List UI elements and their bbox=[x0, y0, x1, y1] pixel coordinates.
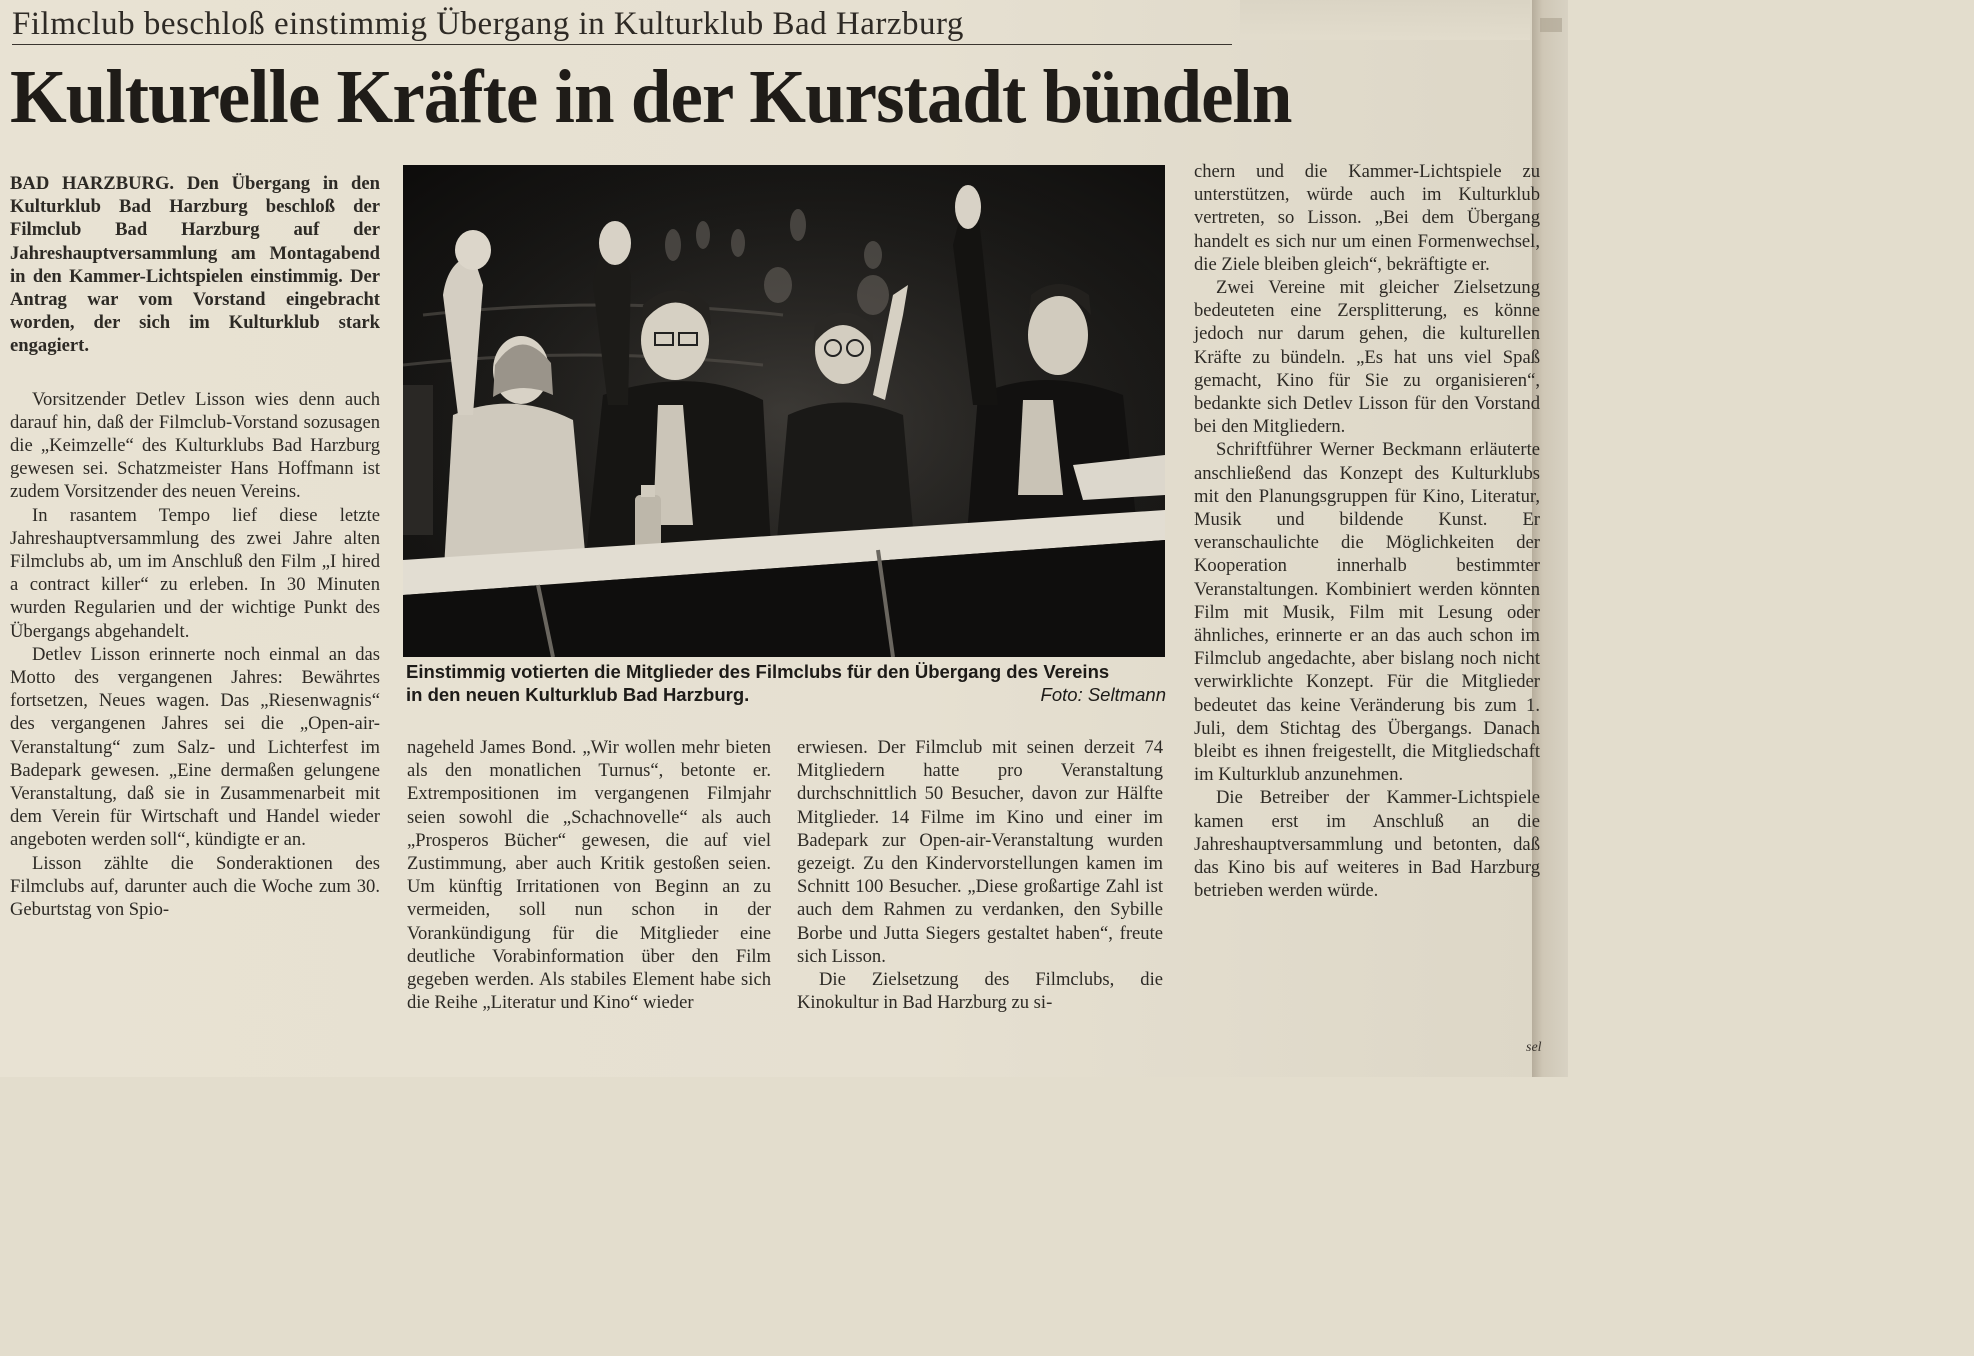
photo-illustration bbox=[403, 165, 1165, 657]
body-paragraph: nageheld James Bond. „Wir wollen mehr bieten als den monatlichen Turnus“, betonte er. Extrempositionen im vergangenen Filmjahr seien sowohl die „Schachnovelle“ als auch „Prosperos Bücher“ gewesen, die auf viel Zustimmung, aber auch Kritik gestoßen seien. Um künftig Irritationen von Beginn an zu vermeiden, soll nun schon in der Vorankündigung für die Mitglieder eine deutliche Vorabinformation über den Film gegeben werden. Als stabiles Element habe sich die Reihe „Literatur und Kino“ wieder bbox=[407, 737, 771, 1014]
caption-line-1: Einstimmig votierten die Mitglieder des Filmclubs für den Übergang des Vereins bbox=[406, 661, 1110, 682]
body-paragraph: In rasantem Tempo lief diese letzte Jahreshauptversammlung des zwei Jahre alten Filmclubs ab, um im Anschluß den Film „I hired a contract killer“ zu erleben. In 30 Minuten wurden Regularien und der wichtige Punkt des Übergangs abgehandelt. bbox=[10, 504, 380, 642]
body-paragraph: Zwei Vereine mit gleicher Zielsetzung bedeuteten eine Zersplitterung, es könne jedoch nur darum gehen, die kulturellen Kräfte zu bündeln. „Es hat uns viel Spaß gemacht, Kino für Sie zu organisieren“, bedankte sich Detlev Lisson für den Vorstand bei den Mitgliedern. bbox=[1194, 277, 1540, 438]
body-paragraph: Detlev Lisson erinnerte noch einmal an das Motto des vergangenen Jahres: Bewährtes fortsetzen, Neues wagen. Das „Riesenwagnis“ des vergangenen Jahres sei die „Open-air-Veranstaltung“ zum Salz- und Lichterfest im Badepark gewesen. „Eine dermaßen gelungene Veranstaltung, daß sie in Zusammenarbeit mit dem Verein für Wirtschaft und Handel wieder angeboten werden soll“, kündigte er an. bbox=[10, 643, 380, 851]
kicker-rule bbox=[12, 44, 1232, 45]
article-column-1 bbox=[10, 172, 380, 921]
meeting-photo bbox=[403, 165, 1165, 657]
body-paragraph: Schriftführer Werner Beckmann erläuterte anschließend das Konzept des Kulturklubs mit den Planungsgruppen für Kino, Literatur, Musik und bildende Kunst. Er veranschaulichte die Möglichkeiten der Kooperation innerhalb bestimmter Veranstaltungen. Kombiniert werden könnten Film mit Musik, Film mit Lesung oder ähnliches, erinnerte er an das auch schon im Filmclub angedachte, aber bislang noch nicht verwirklichte Konzept. Für die Mitglieder bedeutet das keine Veränderung bis zum 1. Juli, dem Stichtag des Übergangs. Danach bleibt es ihnen freigestellt, die Mitgliedschaft im Kulturklub anzunehmen. bbox=[1194, 439, 1540, 786]
article-column-2 bbox=[407, 736, 771, 1014]
photo-caption bbox=[406, 660, 1166, 706]
kicker-line: Filmclub beschloß einstimmig Übergang in Kulturklub Bad Harzburg bbox=[12, 6, 964, 42]
adjacent-article-ghost bbox=[1240, 0, 1530, 40]
article-column-4 bbox=[1194, 160, 1540, 903]
caption-line-2: in den neuen Kulturklub Bad Harzburg. bbox=[406, 684, 750, 705]
body-paragraph: erwiesen. Der Filmclub mit seinen derzeit 74 Mitgliedern hatte pro Veranstaltung durchschnittlich 50 Besucher, davon zur Hälfte Mitglieder. 14 Filme im Kino und einer im Badepark zur Open-air-Veranstaltung wurden gezeigt. Zu den Kindervorstellungen kamen im Schnitt 100 Besucher. „Diese großartige Zahl ist auch dem Rahmen zu verdanken, den Sybille Borbe und Jutta Siegers gestaltet haben“, freute sich Lisson. bbox=[797, 737, 1163, 967]
body-paragraph: Die Betreiber der Kammer-Lichtspiele kamen erst im Anschluß an die Jahreshauptversammlung und betonten, daß das Kino bis auf weiteres in Bad Harzburg betrieben werden würde. bbox=[1194, 787, 1540, 902]
lead-paragraph: BAD HARZBURG. Den Übergang in den Kulturklub Bad Harzburg beschloß der Filmclub Bad Harzburg auf der Jahreshauptversammlung am Montagabend in den Kammer-Lichtspielen einstimmig. Der Antrag war vom Vorstand eingebracht worden, der sich im Kulturklub stark engagiert. bbox=[10, 173, 380, 357]
body-paragraph: Die Zielsetzung des Filmclubs, die Kinokultur in Bad Harzburg zu si- bbox=[797, 969, 1163, 1014]
body-paragraph: chern und die Kammer-Lichtspiele zu unterstützen, würde auch im Kulturklub vertreten, so Lisson. „Bei dem Übergang handelt es sich nur um einen Formenwechsel, die Ziele bleiben gleich“, bekräftigte er. bbox=[1194, 161, 1540, 275]
body-paragraph: Lisson zählte die Sonderaktionen des Filmclubs auf, darunter auch die Woche zum 30. Geburtstag von Spio- bbox=[10, 852, 380, 921]
article-column-3 bbox=[797, 736, 1163, 1014]
author-signoff: sel bbox=[1526, 1040, 1542, 1055]
adjacent-page-fragment bbox=[1540, 18, 1562, 32]
photo-credit: Foto: Seltmann bbox=[1040, 684, 1166, 705]
body-paragraph: Vorsitzender Detlev Lisson wies denn auch darauf hin, daß der Filmclub-Vorstand sozusagen die „Keimzelle“ des Kulturklubs Bad Harzburg gewesen sei. Schatzmeister Hans Hoffmann ist zudem Vorsitzender des neuen Vereins. bbox=[10, 388, 380, 503]
headline: Kulturelle Kräfte in der Kurstadt bündeln bbox=[10, 55, 1292, 139]
